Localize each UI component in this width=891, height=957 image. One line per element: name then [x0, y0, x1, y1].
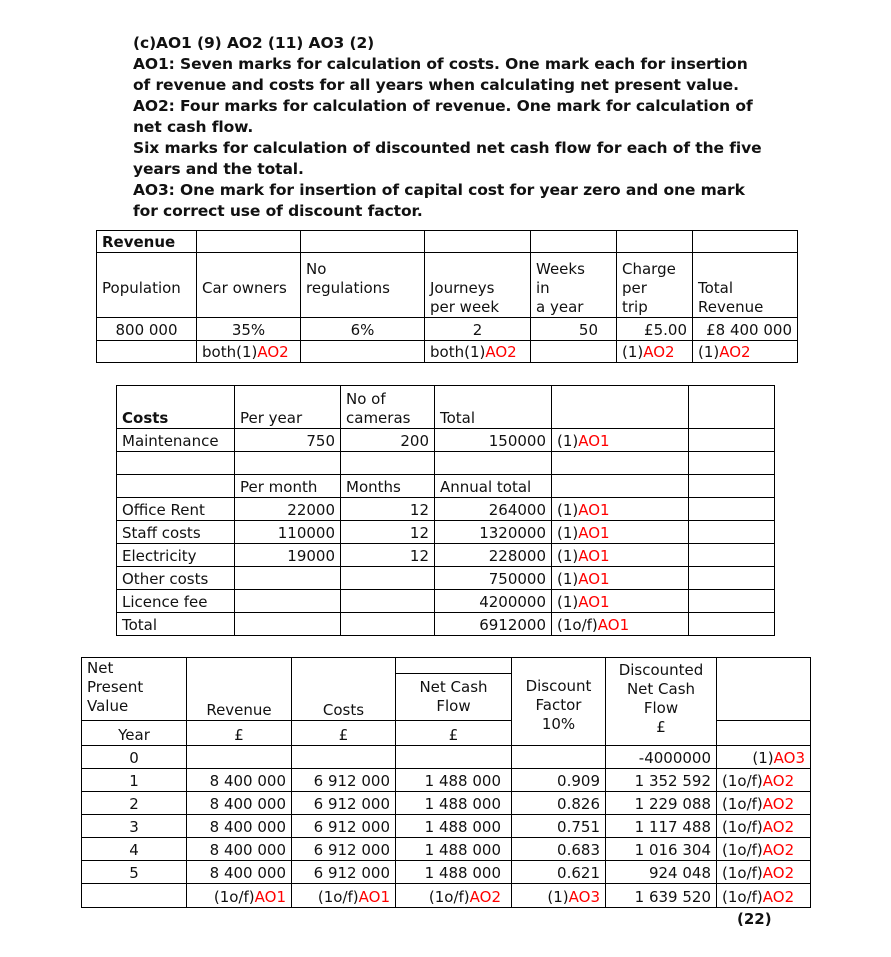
costs-mark: (1o/f)AO1: [292, 884, 396, 908]
df-mark: (1)AO3: [512, 884, 606, 908]
value-car-owners: 35%: [197, 318, 301, 341]
maintenance-total: 150000: [435, 429, 552, 452]
value-population: 800 000: [97, 318, 197, 341]
notes-line: Six marks for calculation of discounted net cash flow for each of the five: [133, 139, 762, 157]
notes-line: (c)AO1 (9) AO2 (11) AO3 (2): [133, 34, 375, 52]
mark-scheme-notes: [133, 33, 773, 222]
notes-line: AO2: Four marks for calculation of revenue. One mark for calculation of: [133, 97, 753, 115]
maintenance-per-year: 750: [235, 429, 341, 452]
header-months: Months: [341, 475, 435, 498]
header-charge: Charge per trip: [617, 253, 693, 318]
header-car-owners: Car owners: [197, 253, 301, 318]
cost-mark: (1)AO1: [552, 590, 689, 613]
header-annual-total: Annual total: [435, 475, 552, 498]
header-weeks: Weeks in a year: [531, 253, 617, 318]
header-revenue-unit: £: [187, 721, 292, 746]
value-weeks: 50: [531, 318, 617, 341]
header-net-cash-flow: Net Cash Flow: [396, 674, 512, 721]
notes-line: AO1: Seven marks for calculation of costs. One mark each for insertion: [133, 55, 748, 73]
npv-mark: (1o/f)AO2: [717, 815, 811, 838]
cost-row: Licence fee 4200000 (1)AO1: [117, 590, 775, 613]
npv-row-year-0: 0 -4000000 (1)AO3: [82, 746, 811, 769]
costs-table: [116, 385, 775, 636]
cost-mark: (1)AO1: [552, 567, 689, 590]
mark-journeys: both(1)AO2: [425, 341, 531, 363]
revenue-table: [96, 230, 798, 363]
npv-row: 3 8 400 000 6 912 000 1 488 000 0.751 1 117 488 (1o/f)AO2: [82, 815, 811, 838]
npv-total-mark: (1o/f)AO2: [717, 884, 811, 908]
header-npv: Net Present Value: [82, 658, 187, 721]
header-per-year: Per year: [235, 386, 341, 429]
cost-row: Other costs 750000 (1)AO1: [117, 567, 775, 590]
npv-table: [81, 657, 811, 908]
revenue-mark: (1o/f)AO1: [187, 884, 292, 908]
header-no-of-cameras: No of cameras: [341, 386, 435, 429]
notes-line: of revenue and costs for all years when calculating net present value.: [133, 76, 739, 94]
notes-line: years and the total.: [133, 160, 304, 178]
header-total-revenue: Total Revenue: [693, 253, 798, 318]
cost-row: Electricity 19000 12 228000 (1)AO1: [117, 544, 775, 567]
header-per-month: Per month: [235, 475, 341, 498]
npv-mark: (1o/f)AO2: [717, 792, 811, 815]
npv-row: 2 8 400 000 6 912 000 1 488 000 0.826 1 229 088 (1o/f)AO2: [82, 792, 811, 815]
npv-row: 5 8 400 000 6 912 000 1 488 000 0.621 924 048 (1o/f)AO2: [82, 861, 811, 884]
header-costs: Costs: [292, 658, 396, 721]
costs-title: Costs: [117, 386, 235, 429]
npv-row: 1 8 400 000 6 912 000 1 488 000 0.909 1 352 592 (1o/f)AO2: [82, 769, 811, 792]
year0-mark: (1)AO3: [717, 746, 811, 769]
year0-dncf: -4000000: [606, 746, 717, 769]
row-maintenance-label: Maintenance: [117, 429, 235, 452]
maintenance-cameras: 200: [341, 429, 435, 452]
npv-mark: (1o/f)AO2: [717, 838, 811, 861]
cost-mark: (1)AO1: [552, 544, 689, 567]
mark-total-revenue: (1)AO2: [693, 341, 798, 363]
notes-line: for correct use of discount factor.: [133, 202, 423, 220]
notes-line: AO3: One mark for insertion of capital cost for year zero and one mark: [133, 181, 745, 199]
ncf-mark: (1o/f)AO2: [396, 884, 512, 908]
cost-row: Staff costs 110000 12 1320000 (1)AO1: [117, 521, 775, 544]
header-costs-unit: £: [292, 721, 396, 746]
value-journeys: 2: [425, 318, 531, 341]
header-journeys: Journeys per week: [425, 253, 531, 318]
header-discount-factor: Discount Factor 10%: [512, 658, 606, 746]
cost-mark: (1o/f)AO1: [552, 613, 689, 636]
header-population: Population: [97, 253, 197, 318]
value-no-regulations: 6%: [301, 318, 425, 341]
cost-row-total: Total 6912000 (1o/f)AO1: [117, 613, 775, 636]
header-year: Year: [82, 721, 187, 746]
header-total: Total: [435, 386, 552, 429]
mark-charge: (1)AO2: [617, 341, 693, 363]
notes-line: net cash flow.: [133, 118, 254, 136]
header-ncf-unit: £: [396, 721, 512, 746]
total-marks: (22): [737, 910, 772, 928]
maintenance-mark: (1)AO1: [552, 429, 689, 452]
cost-row: Office Rent 22000 12 264000 (1)AO1: [117, 498, 775, 521]
cost-mark: (1)AO1: [552, 498, 689, 521]
npv-row: 4 8 400 000 6 912 000 1 488 000 0.683 1 016 304 (1o/f)AO2: [82, 838, 811, 861]
header-discounted-ncf: Discounted Net Cash Flow £: [606, 658, 717, 746]
header-revenue: Revenue: [187, 658, 292, 721]
npv-mark: (1o/f)AO2: [717, 861, 811, 884]
value-total-revenue: £8 400 000: [693, 318, 798, 341]
npv-total: 1 639 520: [606, 884, 717, 908]
header-no-regulations: No regulations: [301, 253, 425, 318]
mark-car-owners: both(1)AO2: [197, 341, 301, 363]
cost-mark: (1)AO1: [552, 521, 689, 544]
npv-footer-row: [82, 884, 811, 908]
value-charge: £5.00: [617, 318, 693, 341]
npv-mark: (1o/f)AO2: [717, 769, 811, 792]
revenue-title: Revenue: [97, 231, 197, 253]
